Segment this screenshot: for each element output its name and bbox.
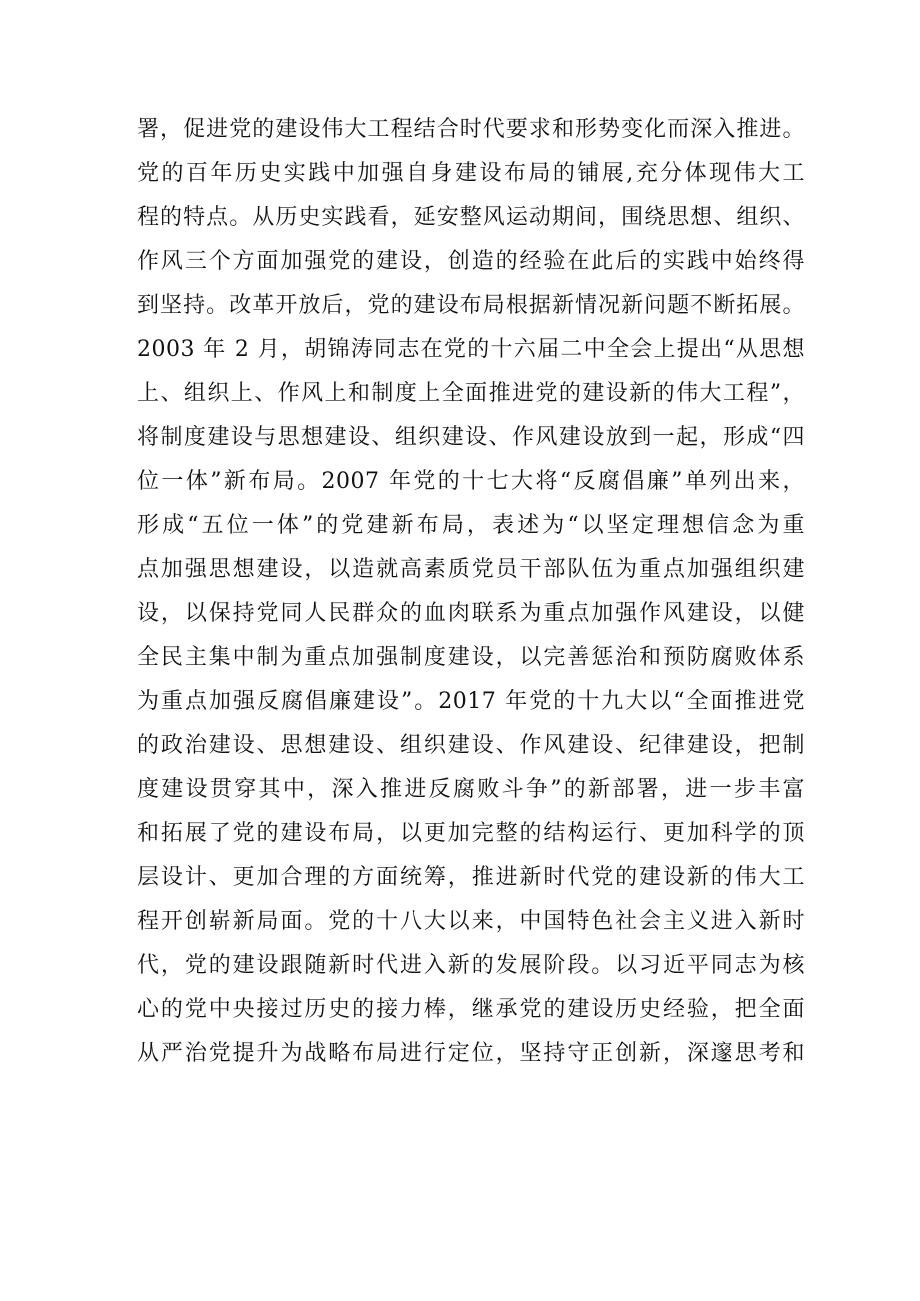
text-line: 党的百年历史实践中加强自身建设布局的铺展,充分体现伟大工	[137, 161, 805, 186]
text-line: 设，以保持党同人民群众的血肉联系为重点加强作风建设，以健	[137, 601, 805, 626]
text-line: 全民主集中制为重点加强制度建设，以完善惩治和预防腐败体系	[137, 645, 805, 670]
text-line: 代，党的建设跟随新时代进入新的发展阶段。以习近平同志为核	[137, 953, 805, 978]
text-line: 的政治建设、思想建设、组织建设、作风建设、纪律建设，把制	[137, 733, 805, 758]
text-line: 度建设贯穿其中，深入推进反腐败斗争”的新部署，进一步丰富	[137, 777, 805, 802]
text-line: 为重点加强反腐倡廉建设”。2017 年党的十九大以“全面推进党	[137, 689, 805, 714]
text-line: 形成“五位一体”的党建新布局，表述为“以坚定理想信念为重	[137, 513, 805, 538]
text-line: 程的特点。从历史实践看，延安整风运动期间，围绕思想、组织、	[137, 205, 805, 230]
text-line: 层设计、更加合理的方面统筹，推进新时代党的建设新的伟大工	[137, 865, 805, 890]
text-line: 署，促进党的建设伟大工程结合时代要求和形势变化而深入推进。	[137, 117, 805, 142]
text-line: 上、组织上、作风上和制度上全面推进党的建设新的伟大工程”，	[137, 381, 805, 406]
text-line: 2003 年 2 月，胡锦涛同志在党的十六届二中全会上提出“从思想	[137, 337, 805, 362]
text-line: 位一体”新布局。2007 年党的十七大将“反腐倡廉”单列出来，	[137, 469, 805, 494]
text-line: 将制度建设与思想建设、组织建设、作风建设放到一起，形成“四	[137, 425, 805, 450]
text-line: 和拓展了党的建设布局，以更加完整的结构运行、更加科学的顶	[137, 821, 805, 846]
text-line: 点加强思想建设，以造就高素质党员干部队伍为重点加强组织建	[137, 557, 805, 582]
body-paragraph	[137, 108, 805, 1076]
text-line: 从严治党提升为战略布局进行定位，坚持守正创新，深邃思考和	[137, 1041, 805, 1066]
text-line: 心的党中央接过历史的接力棒，继承党的建设历史经验，把全面	[137, 997, 805, 1022]
text-line: 程开创崭新局面。党的十八大以来，中国特色社会主义进入新时	[137, 909, 805, 934]
text-line: 作风三个方面加强党的建设，创造的经验在此后的实践中始终得	[137, 249, 805, 274]
text-line: 到坚持。改革开放后，党的建设布局根据新情况新问题不断拓展。	[137, 293, 805, 318]
